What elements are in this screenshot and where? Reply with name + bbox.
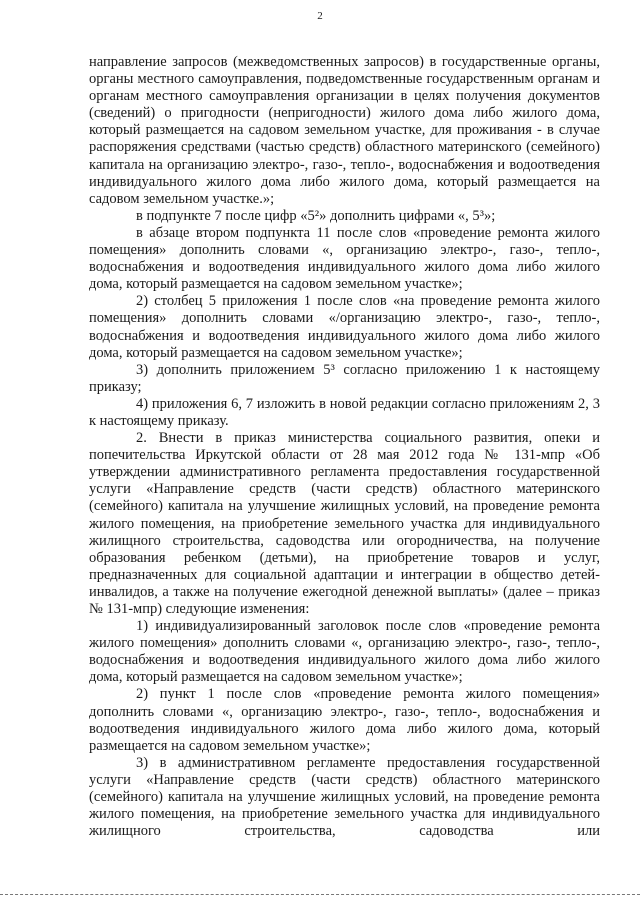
- paragraph: направление запросов (межведомственных запросов) в государственные органы, органы местного самоуправления, подведомственные государственным органам и органам местного самоуправления организации в целях получения документов (сведений) о пригодности (непригодности) жилого дома либо жилого дома, который размещается на садовом земельном участке, для проживания - в случае распоряжения средствами (частью средств) областного материнского (семейного) капитала на организацию электро-, газо-, тепло-, водоснабжения и водоотведения индивидуального жилого дома либо жилого дома, который размещается на садовом земельном участке.»;: [89, 54, 600, 207]
- page-number: 2: [317, 10, 323, 22]
- page-bottom-edge: [0, 894, 640, 895]
- paragraph: 1) индивидуализированный заголовок после слов «проведение ремонта жилого помещения» дополнить словами «, организацию электро-, газо-, тепло-, водоснабжения и водоотведения индивидуального жилого дома либо жилого дома, который размещается на садовом земельном участке»;: [89, 618, 600, 686]
- paragraph: 3) в административном регламенте предоставления государственной услуги «Направление средств (части средств) областного материнского (семейного) капитала на улучшение жилищных условий, на проведение ремонта жилого помещения, на приобретение земельного участка для индивидуального жилищного строительства, садоводства или: [89, 754, 600, 840]
- paragraph: в подпункте 7 после цифр «5²» дополнить цифрами «, 5³»;: [136, 207, 496, 224]
- paragraph: в абзаце втором подпункта 11 после слов «проведение ремонта жилого помещения» дополнить словами «, организацию электро-, газо-, тепло-, водоснабжения и водоотведения индивидуального жилого дома либо жилого дома, который размещается на садовом земельном участке»;: [89, 224, 600, 293]
- paragraph: 2. Внести в приказ министерства социального развития, опеки и попечительства Иркутской области от 28 мая 2012 года № 131-мпр «Об утверждении административного регламента предоставления государственной услуги «Направление средств (части средств) областного материнского (семейного) капитала на улучшение жилищных условий, на проведение ремонта жилого помещения, на приобретение земельного участка для индивидуального жилищного строительства, садоводства или огородничества, на получение образования ребенком (детьми), на приобретение товаров и услуг, предназначенных для социальной адаптации и интеграции в общество детей-инвалидов, а также на получение ежегодной денежной выплаты» (далее – приказ № 131-мпр) следующие изменения:: [89, 430, 600, 617]
- paragraph: 2) столбец 5 приложения 1 после слов «на проведение ремонта жилого помещения» дополнить словами «/организацию электро-, газо-, тепло-, водоснабжения и водоотведения индивидуального жилого дома либо жилого дома, который размещается на садовом земельном участке»;: [89, 293, 600, 361]
- paragraph: 3) дополнить приложением 5³ согласно приложению 1 к настоящему приказу;: [89, 361, 600, 395]
- document-body: [89, 54, 600, 840]
- paragraph: 4) приложения 6, 7 изложить в новой редакции согласно приложениям 2, 3 к настоящему приказу.: [89, 395, 600, 429]
- paragraph: 2) пункт 1 после слов «проведение ремонта жилого помещения» дополнить словами «, организацию электро-, газо-, тепло-, водоснабжения и водоотведения индивидуального жилого дома либо жилого дома, который размещается на садовом земельном участке»;: [89, 686, 600, 754]
